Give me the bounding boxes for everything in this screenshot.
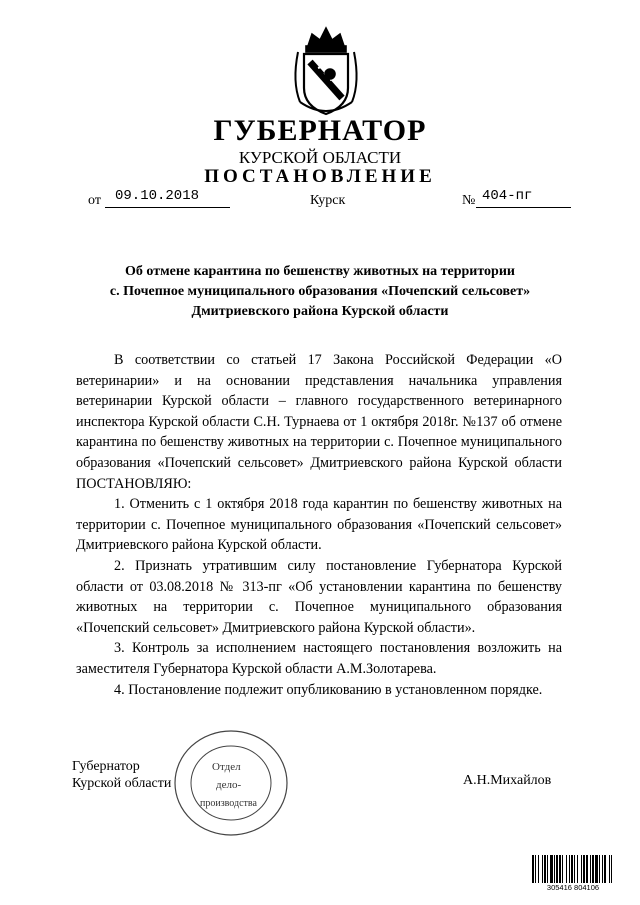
document-body [76, 350, 562, 700]
barcode-bar [604, 855, 606, 885]
date-prefix: от [88, 193, 101, 208]
barcode-bar [544, 855, 546, 885]
signatory-title [72, 758, 171, 792]
barcode-bar [592, 855, 594, 885]
signatory-name: А.Н.Михайлов [463, 773, 552, 788]
body-paragraph: 4. Постановление подлежит опубликованию в установленном порядке. [114, 681, 543, 698]
signatory-title-line: Губернатор [72, 759, 140, 774]
subject-line: с. Почепное муниципального образования «Почепский сельсовет» [109, 284, 531, 299]
office-stamp [172, 728, 290, 838]
barcode-bar [590, 855, 591, 885]
barcode-bar [532, 855, 534, 885]
region-title: КУРСКОЙ ОБЛАСТИ [238, 148, 402, 167]
document-date: 09.10.2018 [105, 188, 230, 208]
stamp-line: дело- [216, 779, 242, 791]
barcode-bar [569, 855, 570, 885]
stamp-line: производства [200, 798, 257, 809]
body-paragraph: В соответствии со статьей 17 Закона Российской Федерации «О ветеринарии» и на основании представления начальника управления ветеринарии Курской области – главного государственного ветеринарного инспектора Курской области С.Н. Турнаева от 1 октября 2018г. №137 об отмене карантина по бешенству животных на территории с. Почепное муниципального образования «Почепский сельсовет» Дмитриевского района Курской области ПОСТАНОВЛЯЮ: [76, 352, 562, 492]
barcode-bar [535, 855, 536, 885]
barcode-bar [559, 855, 561, 885]
document-type: ПОСТАНОВЛЕНИЕ [204, 166, 436, 187]
barcode-number: 305416 804106 [531, 883, 615, 892]
barcode-bar [562, 855, 563, 885]
barcode-bar [609, 855, 610, 885]
subject-line: Об отмене карантина по бешенству животных на территории [125, 264, 515, 279]
coat-of-arms-emblem [290, 22, 362, 122]
barcode-bar [599, 855, 600, 885]
barcode-bar [566, 855, 567, 885]
barcode-bar [574, 855, 575, 885]
barcode-bar [554, 855, 555, 885]
barcode-bar [581, 855, 582, 885]
barcode-bar [550, 855, 553, 885]
barcode-bar [547, 855, 548, 885]
governor-title: ГУБЕРНАТОР [213, 114, 427, 147]
document-number: 404-пг [476, 188, 571, 208]
city-name: Курск [310, 193, 346, 208]
document-subject [60, 262, 580, 322]
subject-line: Дмитриевского района Курской области [191, 304, 449, 319]
body-paragraph: 3. Контроль за исполнением настоящего постановления возложить на заместителя Губернатора Курской области А.М.Золотарева. [76, 640, 562, 677]
barcode-bar [571, 855, 573, 885]
barcode-bar [586, 855, 588, 885]
barcode-bar [602, 855, 603, 885]
barcode-bar [542, 855, 543, 885]
barcode-bar [611, 855, 612, 885]
stamp-line: Отдел [212, 761, 241, 773]
body-paragraph: 1. Отменить с 1 октября 2018 года карантин по бешенству животных на территории с. Почепное муниципального образования «Почепский сельсовет» Дмитриевского района Курской области. [76, 496, 562, 554]
barcode-bar [556, 855, 558, 885]
barcode-bar [583, 855, 585, 885]
barcode-bar [595, 855, 598, 885]
body-paragraph: 2. Признать утратившим силу постановление Губернатора Курской области от 03.08.2018 № 313-пг «Об установлении карантина по бешенству животных на территории с. Почепное муниципального образования «Почепский сельсовет» Дмитриевского района Курской области». [76, 557, 562, 636]
signatory-title-line: Курской области [72, 776, 172, 791]
barcode-bar [577, 855, 578, 885]
number-prefix: № [462, 193, 476, 208]
barcode-bar [538, 855, 539, 885]
